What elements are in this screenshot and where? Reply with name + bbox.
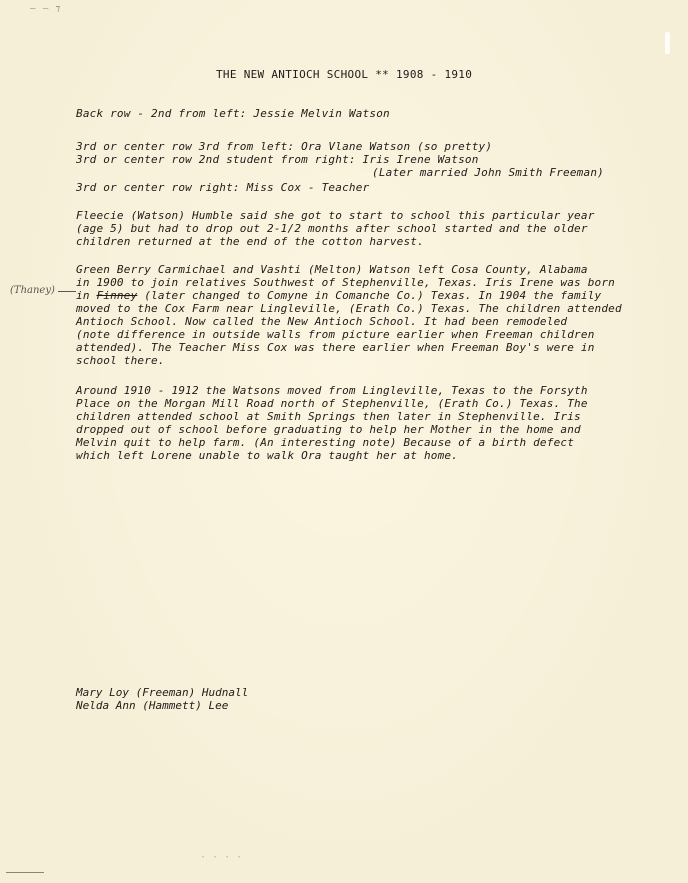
paragraph2-line: in 1900 to join relatives Southwest of Stephenville, Texas. Iris Irene was born xyxy=(76,276,615,289)
paragraph1-line: (age 5) but had to drop out 2-1/2 months after school started and the older xyxy=(76,222,588,235)
paragraph2-line: school there. xyxy=(76,354,165,367)
paragraph1-line: children returned at the end of the cotton harvest. xyxy=(76,235,424,248)
center-row-caption-2: 3rd or center row 2nd student from right: Iris Irene Watson xyxy=(76,153,479,166)
corner-mark: — — ⁊ xyxy=(30,4,62,14)
paragraph2-prefix: in xyxy=(76,289,97,302)
paragraph2-line: attended). The Teacher Miss Cox was there earlier when Freeman Boy's were in xyxy=(76,341,595,354)
center-row-caption-3: (Later married John Smith Freeman) xyxy=(372,166,604,179)
paragraph3-line: which left Lorene unable to walk Ora taught her at home. xyxy=(76,449,459,462)
edge-mark xyxy=(665,32,670,54)
paragraph3-line: Around 1910 - 1912 the Watsons moved from Lingleville, Texas to the Forsyth xyxy=(76,384,588,397)
signature-line: Mary Loy (Freeman) Hudnall xyxy=(76,686,249,699)
paragraph1-line: Fleecie (Watson) Humble said she got to start to school this particular year xyxy=(76,209,595,222)
paragraph3-line: children attended school at Smith Springs then later in Stephenville. Iris xyxy=(76,410,581,423)
paper-smudge: · · · · xyxy=(200,852,243,863)
paragraph2-line: Antioch School. Now called the New Antioch School. It had been remodeled xyxy=(76,315,568,328)
signature-line: Nelda Ann (Hammett) Lee xyxy=(76,699,229,712)
paragraph2-suffix: (later changed to Comyne in Comanche Co.) Texas. In 1904 the family xyxy=(137,289,602,302)
struck-word: Finney xyxy=(96,289,138,302)
bottom-edge-line xyxy=(6,872,44,873)
paragraph3-line: Melvin quit to help farm. (An interesting note) Because of a birth defect xyxy=(76,436,575,449)
handwritten-margin-note: (Thaney) xyxy=(10,285,55,296)
document-title: THE NEW ANTIOCH SCHOOL ** 1908 - 1910 xyxy=(216,68,473,81)
back-row-caption: Back row - 2nd from left: Jessie Melvin Watson xyxy=(76,107,390,120)
margin-note-connector xyxy=(58,291,76,292)
paragraph2-line: moved to the Cox Farm near Lingleville, (Erath Co.) Texas. The children attended xyxy=(76,302,622,315)
center-row-caption-4: 3rd or center row right: Miss Cox - Teacher xyxy=(76,181,370,194)
paragraph2-line-with-strike xyxy=(76,289,601,302)
paragraph2-line: (note difference in outside walls from picture earlier when Freeman children xyxy=(76,328,595,341)
paragraph3-line: dropped out of school before graduating to help her Mother in the home and xyxy=(76,423,581,436)
paragraph2-line: Green Berry Carmichael and Vashti (Melton) Watson left Cosa County, Alabama xyxy=(76,263,588,276)
center-row-caption-1: 3rd or center row 3rd from left: Ora Vlane Watson (so pretty) xyxy=(76,140,493,153)
paragraph3-line: Place on the Morgan Mill Road north of Stephenville, (Erath Co.) Texas. The xyxy=(76,397,588,410)
